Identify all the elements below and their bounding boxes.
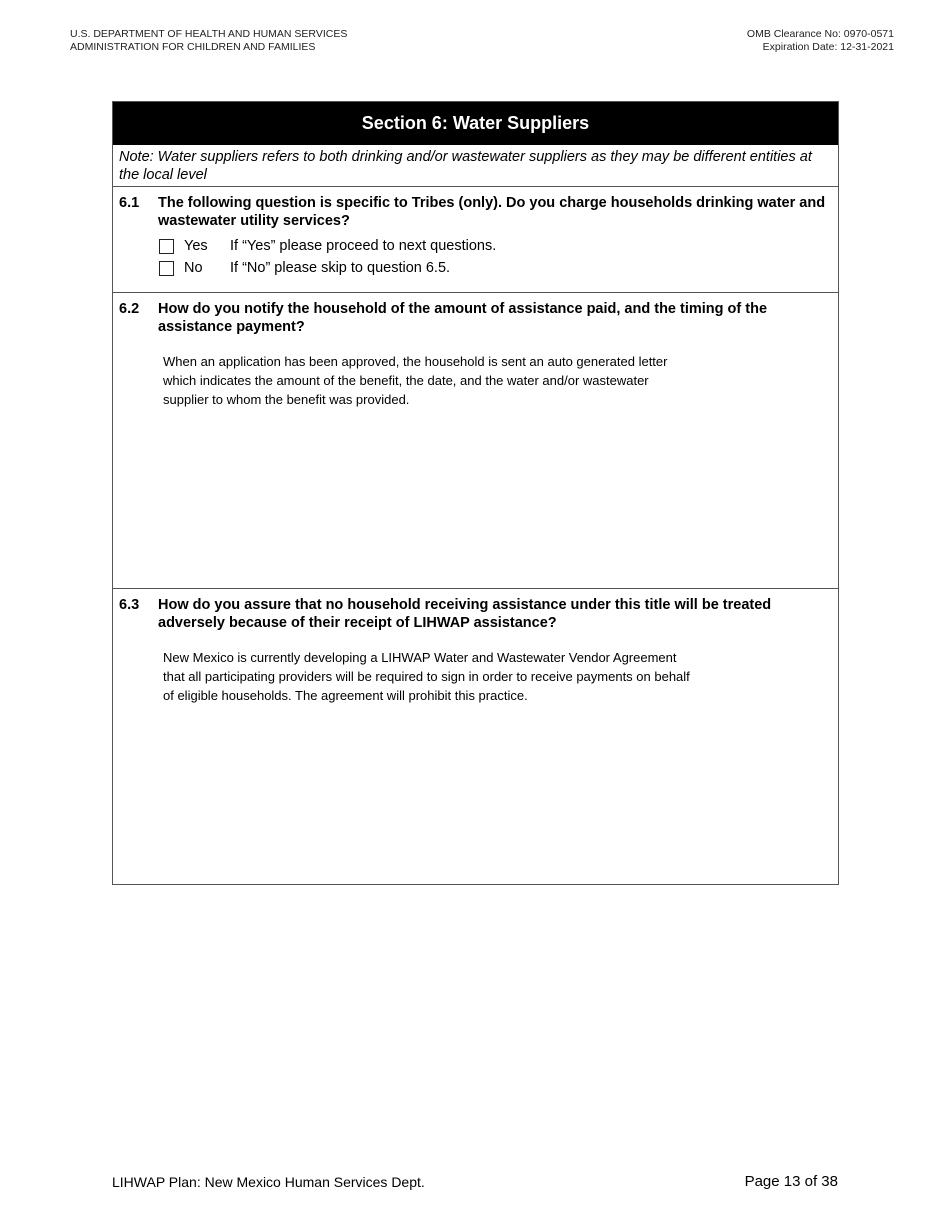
footer-plan-label: LIHWAP Plan: New Mexico Human Services Dept. [112,1174,425,1190]
question-6-2 [113,293,838,589]
answer-text-field[interactable]: When an application has been approved, the household is sent an auto generated letter which indicates the amount of the benefit, the date, and the water and/or wastewater supplier to whom the benefit was provided. [163,354,668,407]
expiration-date: Expiration Date: 12-31-2021 [762,40,894,53]
footer-page-number: Page 13 of 38 [744,1173,838,1190]
question-6-1 [113,187,838,293]
question-number: 6.2 [119,301,140,317]
answer-options [159,235,838,279]
agency-line-2: ADMINISTRATION FOR CHILDREN AND FAMILIES [70,40,316,53]
omb-clearance: OMB Clearance No: 0970-0571 [746,28,894,40]
question-number: 6.3 [119,597,140,613]
option-label: Yes [184,238,208,254]
section-form [112,101,839,885]
question-6-3 [113,589,838,884]
agency-line-1: U.S. DEPARTMENT OF HEALTH AND HUMAN SERVICES [70,28,348,40]
question-text: The following question is specific to Tribes (only). Do you charge households drinking water and wastewater utility services? [158,195,826,229]
option-no [159,257,838,279]
question-number: 6.1 [119,195,140,211]
yes-checkbox[interactable] [159,239,174,254]
agency-header [70,28,347,53]
section-title: Section 6: Water Suppliers [113,102,838,145]
no-checkbox[interactable] [159,261,174,276]
option-instruction: If “No” please skip to question 6.5. [230,260,451,276]
omb-header [747,28,894,53]
section-note: Note: Water suppliers refers to both drinking and/or wastewater suppliers as they may be different entities at the local level [113,145,838,187]
question-text: How do you notify the household of the amount of assistance paid, and the timing of the assistance payment? [158,301,768,335]
answer-text-field[interactable]: New Mexico is currently developing a LIHWAP Water and Wastewater Vendor Agreement that all participating providers will be required to sign in order to receive payments on behalf of eligible households. The agreement will prohibit this practice. [163,650,690,703]
option-yes [159,235,838,257]
question-text: How do you assure that no household receiving assistance under this title will be treated adversely because of their receipt of LIHWAP assistance? [158,597,772,631]
option-instruction: If “Yes” please proceed to next questions. [230,238,497,254]
option-label: No [184,260,203,276]
